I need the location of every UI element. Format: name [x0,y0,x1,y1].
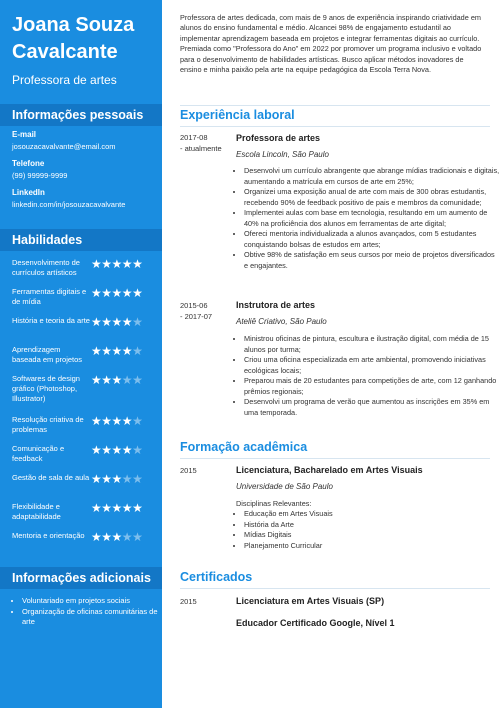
job-date-end: - atualmente [180,144,222,153]
skill-rating [91,374,142,386]
star-icon: ★ [101,443,112,457]
star-icon: ★ [101,472,112,486]
job-bullets [236,334,500,418]
candidate-role: Professora de artes [12,73,117,87]
job-date [180,300,232,322]
profile-summary: Professora de artes dedicada, com mais de 9 anos de experiência inspirando criatividade em alunos do ensino fundamental e médio. Alcancei 98% de engajamento estudantil ao implementar aprendizagem baseada em projetos e integrar ferramentas digitais ao currículo. Premiada como "Professora do Ano" em 2022 por promover um programa inclusivo e voltado para o desenvolvimento de habilidades artísticas. Busco aplicar métodos inovadores de ensino e minha paixão pela arte na equipe pedagógica da Escola Terra Nova. [180,13,482,75]
list-item: • Ministrou oficinas de pintura, escultura e ilustração digital, com média de 15 alunos por turma; [244,334,500,355]
star-icon: ★ [121,501,133,515]
star-icon: ★ [91,443,102,457]
star-icon: ★ [101,257,112,271]
skill-rating [91,531,142,543]
email-label: E-mail [12,130,37,139]
skills-heading: Habilidades [0,229,162,251]
skill-label: Gestão de sala de aula [12,473,90,482]
certificate-date: 2015 [180,597,197,606]
job-date-start: 2017-08 [180,133,208,142]
education-degree: Licenciatura, Bacharelado em Artes Visuais [236,465,423,475]
linkedin-label: LinkedIn [12,188,45,197]
job-bullets [236,166,500,271]
divider [180,105,490,106]
education-school: Universidade de São Paulo [236,482,333,491]
star-icon: ★ [132,501,143,515]
name-line-2: Cavalcante [12,41,118,63]
additional-info-list [12,596,167,628]
skill-rating [91,473,142,485]
star-icon: ★ [111,315,122,329]
candidate-name [12,12,157,66]
skill-rating [91,258,142,270]
skill-label: Comunicação e feedback [12,444,65,463]
star-icon: ★ [111,530,122,544]
star-icon: ★ [111,257,122,271]
list-item: • Organizei uma exposição anual de arte com mais de 300 obras estudantis, recebendo 90% de feedback positivo de pais e membros da comunidade; [244,187,500,208]
certificate-item: Licenciatura em Artes Visuais (SP) [236,596,385,606]
skill-rating [91,502,142,514]
job-date-start: 2015-06 [180,301,208,310]
list-item: • História da Arte [244,520,500,531]
certificates-heading: Certificados [180,570,253,584]
star-icon: ★ [132,373,143,387]
additional-info-heading: Informações adicionais [0,567,162,589]
star-icon: ★ [111,286,122,300]
star-icon: ★ [132,530,143,544]
skill-rating [91,345,142,357]
skill-rating [91,287,142,299]
list-item: • Implementei aulas com base em tecnologia, resultando em um aumento de 40% na proficiência dos alunos em ferramentas de arte digital; [244,208,500,229]
phone-label: Telefone [12,159,45,168]
star-icon: ★ [91,472,102,486]
skill-label: Flexibilidade e adaptabilidade [12,502,61,521]
job-date-end: - 2017-07 [180,312,213,321]
star-icon: ★ [121,472,133,486]
star-icon: ★ [101,414,112,428]
education-heading: Formação acadêmica [180,440,308,454]
skill-rating [91,316,142,328]
list-item: • Planejamento Curricular [244,541,500,552]
star-icon: ★ [111,414,122,428]
sidebar [0,0,162,708]
star-icon: ★ [121,530,133,544]
job-company: Escola Lincoln, São Paulo [236,150,329,159]
star-icon: ★ [91,530,102,544]
star-icon: ★ [121,443,133,457]
divider [180,126,490,127]
star-icon: ★ [91,344,102,358]
divider [180,588,490,589]
star-icon: ★ [91,373,102,387]
star-icon: ★ [101,315,112,329]
skill-rating [91,415,142,427]
star-icon: ★ [111,501,122,515]
star-icon: ★ [132,286,143,300]
skill-label: Aprendizagem baseada em projetos [12,345,83,364]
list-item: • Mídias Digitais [244,530,500,541]
skill-label: Softwares de design gráfico (Photoshop, Illustrator) [12,374,80,403]
skill-rating [91,444,142,456]
star-icon: ★ [111,443,122,457]
star-icon: ★ [101,501,112,515]
star-icon: ★ [111,472,122,486]
subjects-list [236,509,500,551]
list-item: • Obtive 98% de satisfação em seus cursos por meio de projetos diversificados e engajantes. [244,250,500,271]
name-line-1: Joana Souza [12,14,135,36]
star-icon: ★ [121,257,133,271]
personal-info-heading: Informações pessoais [0,104,162,126]
star-icon: ★ [111,344,122,358]
divider [180,458,490,459]
linkedin-value[interactable]: linkedin.com/in/josouzacavalvante [12,200,126,209]
star-icon: ★ [91,501,102,515]
list-item: • Desenvolvi um currículo abrangente que abrange mídias tradicionais e digitais, aumentando a matrícula em cursos de arte em 25%; [244,166,500,187]
star-icon: ★ [121,344,133,358]
certificate-item: Educador Certificado Google, Nível 1 [236,618,395,628]
list-item: • Ofereci mentoria individualizada a alunos avançados, com 5 estudantes conquistando bolsas de estudos em artes; [244,229,500,250]
email-value[interactable]: josouzacavalvante@email.com [12,142,116,151]
skill-label: Ferramentas digitais e de mídia [12,287,87,306]
list-item: • Desenvolvi um programa de verão que aumentou as inscrições em 35% em uma temporada. [244,397,500,418]
star-icon: ★ [121,315,133,329]
star-icon: ★ [132,344,143,358]
experience-heading: Experiência laboral [180,108,295,122]
star-icon: ★ [91,257,102,271]
star-icon: ★ [101,344,112,358]
list-item: • Voluntariado em projetos sociais [22,596,167,606]
subjects-label: Disciplinas Relevantes: [236,499,312,508]
skill-label: Mentoria e orientação [12,531,85,540]
education-date: 2015 [180,466,197,475]
skill-label: Desenvolvimento de currículos artísticos [12,258,80,277]
list-item: • Criou uma oficina especializada em arte ambiental, promovendo iniciativas ecológicas locais; [244,355,500,376]
job-date [180,132,232,154]
star-icon: ★ [132,472,143,486]
skill-label: História e teoria da arte [12,316,90,325]
star-icon: ★ [91,315,102,329]
job-title: Professora de artes [236,133,321,143]
star-icon: ★ [121,286,133,300]
job-company: Ateliê Criativo, São Paulo [236,317,327,326]
star-icon: ★ [101,286,112,300]
star-icon: ★ [111,373,122,387]
star-icon: ★ [91,286,102,300]
star-icon: ★ [101,373,112,387]
star-icon: ★ [91,414,102,428]
list-item: • Preparou mais de 20 estudantes para competições de arte, com 12 ganhando prêmios regionais; [244,376,500,397]
list-item: • Organização de oficinas comunitárias de arte [22,607,167,627]
star-icon: ★ [132,315,143,329]
list-item: • Educação em Artes Visuais [244,509,500,520]
phone-value: (99) 99999-9999 [12,171,68,180]
star-icon: ★ [101,530,112,544]
star-icon: ★ [132,257,143,271]
star-icon: ★ [132,443,143,457]
skill-label: Resolução criativa de problemas [12,415,84,434]
job-title: Instrutora de artes [236,300,316,310]
star-icon: ★ [121,373,133,387]
star-icon: ★ [121,414,133,428]
star-icon: ★ [132,414,143,428]
